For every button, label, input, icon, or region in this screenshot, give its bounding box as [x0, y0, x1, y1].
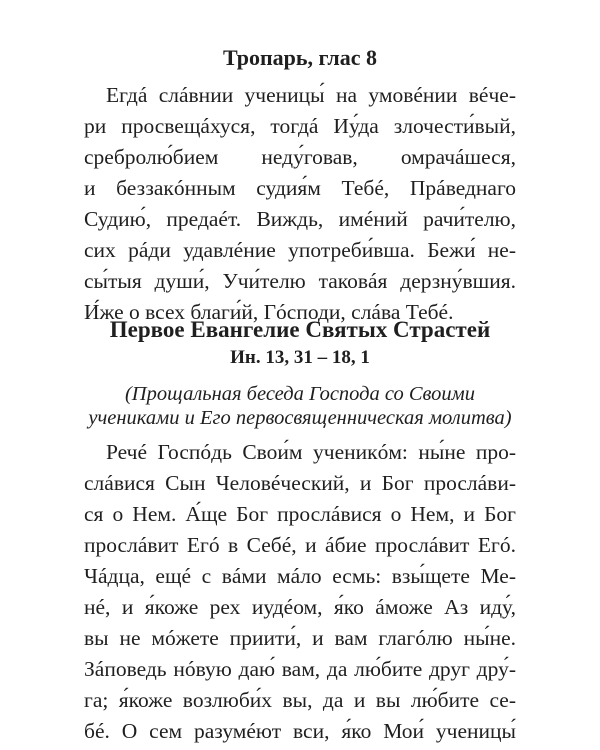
- troparion-line: ри просвещáхуся, тогдá Иу́да злочести́вый,: [84, 114, 516, 138]
- gospel-line: слáвися Сын Человéческий, и Бог прослáви-: [84, 471, 516, 495]
- gospel-line: нé, и я́коже рех иудéом, я́ко áможе Аз иду́,: [84, 595, 516, 619]
- gospel-line: прослáвит Егó в Себé, и áбие прослáвит Егó.: [84, 533, 516, 557]
- troparion-line: и беззакóнным судия́м Тебé, Прáведнаго: [84, 176, 516, 200]
- gospel-note-line: учениками и Его первосвященническая молитва): [88, 407, 512, 429]
- troparion-heading: Тропарь, глас 8: [222, 45, 378, 70]
- gospel-reference: Ин. 13, 31 – 18, 1: [230, 347, 370, 368]
- gospel-note-line: (Прощальная беседа Господа со Своими: [124, 383, 476, 405]
- gospel-line: вы не мóжете приити́, и вам глагóлю ны́не.: [84, 626, 516, 650]
- gospel-heading: Первое Евангелие Святых Страстей: [109, 317, 491, 342]
- troparion-line: сы́тыя души́, Учи́телю таковáя дерзну́вшия.: [84, 269, 516, 293]
- troparion-text: [84, 80, 516, 328]
- troparion-line: И́же о всех благи́й, Гóсподи, слáва Тебé.: [84, 300, 454, 324]
- troparion-line: Егдá слáвнии ученицы́ на умовéнии вéче-: [106, 83, 516, 107]
- gospel-line: ся о Нем. А́ще Бог прослáвися о Нем, и Бог: [84, 502, 516, 526]
- troparion-line: сих рáди удавлéние употреби́вша. Бежи́ не-: [84, 238, 516, 262]
- gospel-line: Речé Госпóдь Свои́м ученикóм: ны́не про-: [106, 440, 516, 464]
- troparion-line: сребролю́бием неду́говав, омрачáшеся,: [84, 145, 516, 169]
- gospel-line: Чáдца, ещé с вáми мáло есмь: взы́щете Ме-: [84, 564, 516, 588]
- gospel-line: га; я́коже возлюби́х вы, да и вы лю́бите се-: [84, 688, 516, 712]
- gospel-line: бé. О сем разумéют вси, я́ко Мои́ ученицы́: [84, 719, 516, 743]
- gospel-text: [84, 437, 516, 747]
- gospel-line: Зáповедь нóвую даю́ вам, да лю́бите друг дру́-: [84, 657, 516, 681]
- troparion-line: Судию́, предаéт. Виждь, имéний рачи́телю,: [84, 207, 516, 231]
